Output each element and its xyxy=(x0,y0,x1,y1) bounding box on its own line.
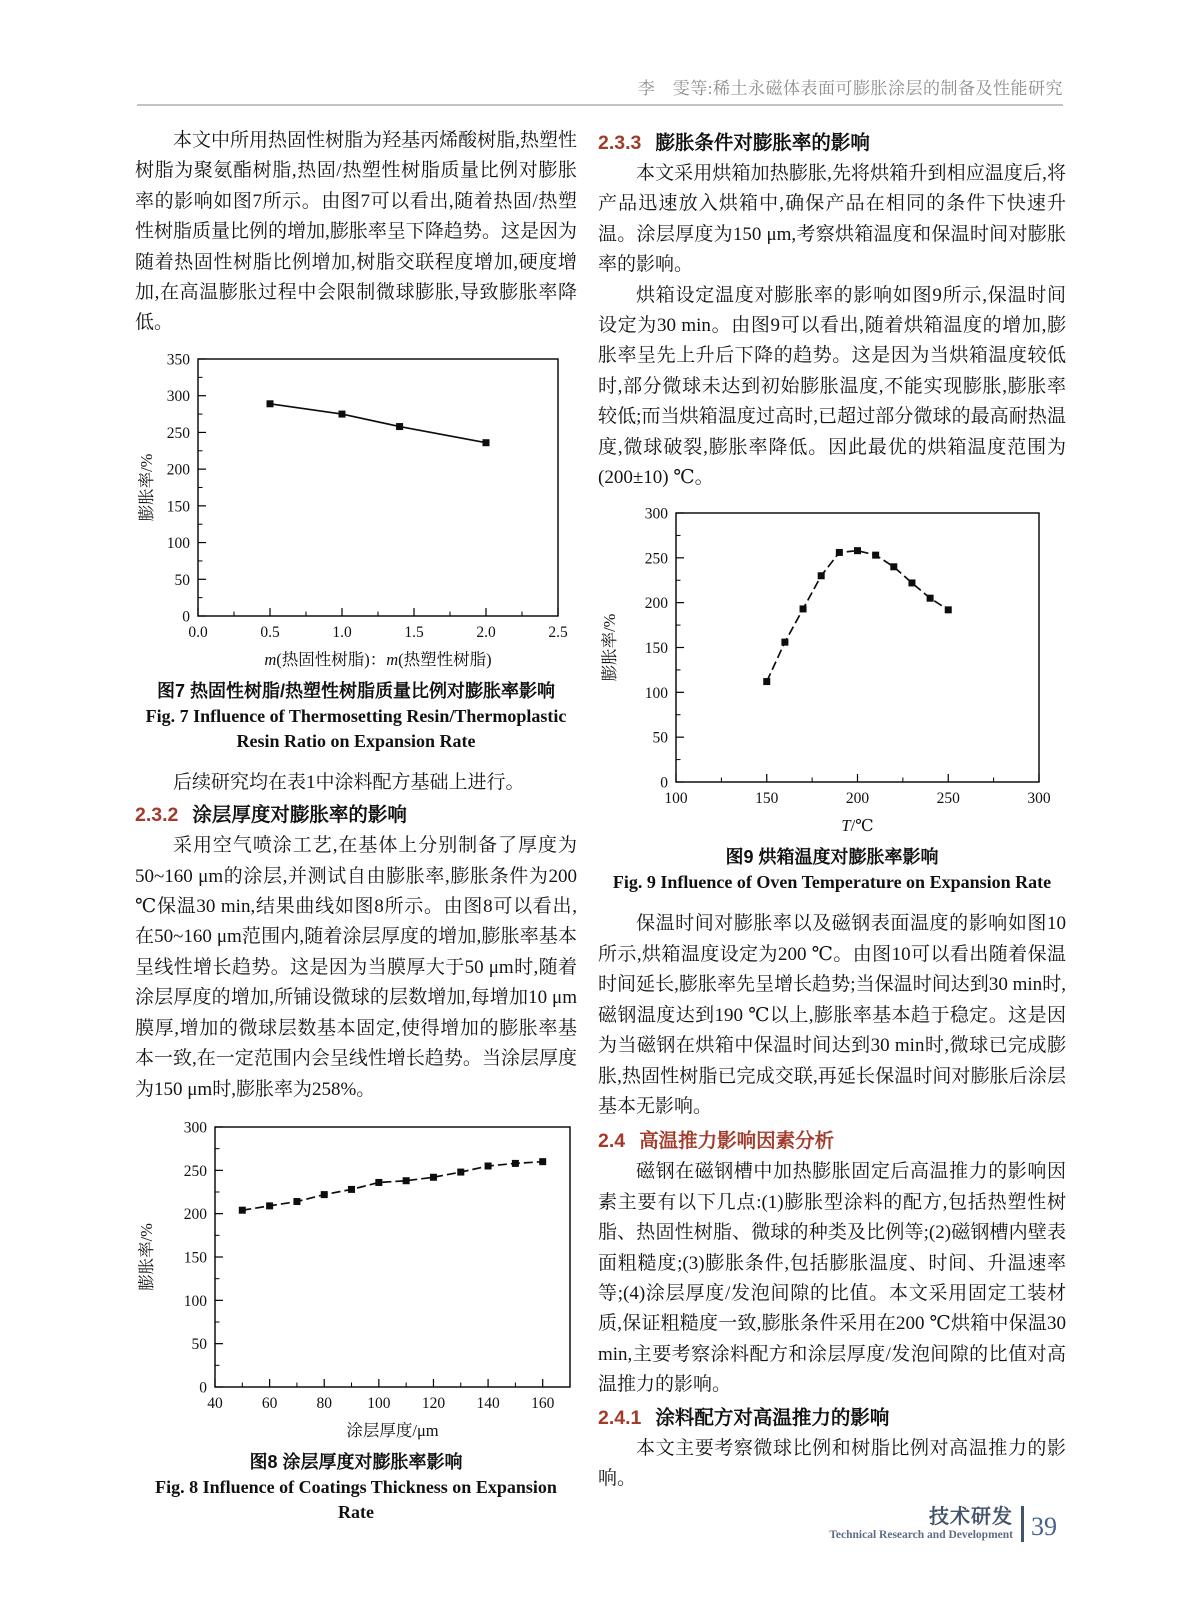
svg-text:150: 150 xyxy=(183,1249,207,1267)
svg-text:0: 0 xyxy=(182,608,190,626)
svg-text:250: 250 xyxy=(644,550,668,568)
paragraph-coating-thickness: 采用空气喷涂工艺,在基体上分别制备了厚度为50~160 μm的涂层,并测试自由膨胀率,膨胀条件为200 ℃保温30 min,结果曲线如图8所示。由图8可以看出,在50~160 μm范围内,随着涂层厚度的增加,膨胀率基本呈线性增长趋势。这是因为当膜厚大于50 μm时,随着涂层厚度的增加,所铺设微球的层数增加,每增加10 μm膜厚,增加的微球层数基本固定,使得增加的膨胀率基本一致,在一定范围内会呈线性增长趋势。当涂层厚度为150 μm时,膨胀率为258%。 xyxy=(135,835,577,1100)
svg-text:300: 300 xyxy=(183,1119,207,1137)
svg-text:150: 150 xyxy=(755,790,779,808)
svg-text:膨胀率/%: 膨胀率/% xyxy=(600,614,619,682)
svg-text:80: 80 xyxy=(316,1394,332,1412)
section-title: 膨胀条件对膨胀率的影响 xyxy=(655,133,870,154)
svg-text:0: 0 xyxy=(199,1379,207,1397)
svg-text:140: 140 xyxy=(476,1394,500,1412)
svg-text:膨胀率/%: 膨胀率/% xyxy=(137,1222,156,1291)
svg-text:150: 150 xyxy=(644,640,668,658)
paragraph-oven-temperature: 烘箱设定温度对膨胀率的影响如图9所示,保温时间设定为30 min。由图9可以看出,随着烘箱温度的增加,膨胀率呈先上升后下降的趋势。这是因为当烘箱温度较低时,部分微球未达到初始膨胀温度,不能实现膨胀,膨胀率较低;而当烘箱温度过高时,已超过部分微球的最高耐热温度,微球破裂,膨胀率降低。因此最优的烘箱温度范围为(200±10) ℃。 xyxy=(598,284,1066,489)
page-number: 39 xyxy=(1031,1512,1057,1541)
section-title: 涂层厚度对膨胀率的影响 xyxy=(192,805,407,827)
right-column xyxy=(598,126,1066,1494)
svg-text:60: 60 xyxy=(261,1394,278,1412)
paragraph-thrust-factors: 磁钢在磁钢槽中加热膨胀固定后高温推力的影响因素主要有以下几点:(1)膨胀型涂料的配方,包括热塑性树脂、热固性树脂、微球的种类及比例等;(2)磁钢槽内壁表面粗糙度;(3)膨胀条件,包括膨胀温度、时间、升温速率等;(4)涂层厚度/发泡间隙的比值。本文采用固定工装材质,保证粗糙度一致,膨胀条件采用在200 ℃烘箱中保温30 min,主要考察涂料配方和涂层厚度/发泡间隙的比值对高温推力的影响。 xyxy=(598,1161,1066,1396)
figure-7 xyxy=(135,347,577,754)
svg-text:150: 150 xyxy=(166,498,190,516)
fig7-caption-en-line2: Resin Ratio on Expansion Rate xyxy=(236,730,476,751)
svg-text:160: 160 xyxy=(531,1394,555,1412)
svg-text:200: 200 xyxy=(845,790,870,808)
section-number: 2.4.1 xyxy=(598,1406,642,1429)
svg-text:50: 50 xyxy=(191,1336,207,1354)
svg-text:T/℃: T/℃ xyxy=(841,816,874,836)
figure-9 xyxy=(598,501,1066,895)
svg-text:350: 350 xyxy=(166,351,190,369)
svg-text:300: 300 xyxy=(1027,790,1051,808)
section-number: 2.3.3 xyxy=(598,132,642,154)
svg-text:1.0: 1.0 xyxy=(332,623,352,641)
svg-text:200: 200 xyxy=(644,595,668,613)
svg-text:250: 250 xyxy=(183,1162,207,1180)
figure-8 xyxy=(135,1115,577,1525)
fig9-caption-cn: 图9 烘箱温度对膨胀率影响 xyxy=(725,847,939,868)
svg-text:1.5: 1.5 xyxy=(404,623,424,641)
svg-text:120: 120 xyxy=(421,1394,446,1412)
svg-text:100: 100 xyxy=(367,1394,391,1412)
svg-text:40: 40 xyxy=(207,1394,223,1412)
svg-text:膨胀率/%: 膨胀率/% xyxy=(137,453,156,522)
svg-text:2.5: 2.5 xyxy=(548,623,568,641)
svg-text:100: 100 xyxy=(644,685,668,703)
footer-section-en: Technical Research and Development xyxy=(829,1529,1013,1541)
footer-section-cn: 技术研发 xyxy=(929,1506,1013,1528)
page-footer xyxy=(829,1503,1057,1545)
svg-text:100: 100 xyxy=(183,1292,207,1310)
paragraph-formula-study: 本文主要考察微球比例和树脂比例对高温推力的影响。 xyxy=(598,1437,1066,1489)
section-heading-2-3-3 xyxy=(598,128,1066,159)
section-heading-2-4 xyxy=(598,1126,1066,1157)
svg-text:100: 100 xyxy=(664,790,688,808)
svg-text:50: 50 xyxy=(652,730,668,748)
fig7-line-chart xyxy=(135,347,577,674)
paragraph-followup: 后续研究均在表1中涂料配方基础上进行。 xyxy=(173,771,525,793)
left-column xyxy=(135,126,577,1525)
svg-text:300: 300 xyxy=(644,505,668,523)
fig7-caption-en-line1: Fig. 7 Influence of Thermosetting Resin/Thermoplastic xyxy=(145,705,567,726)
fig8-caption-en: Fig. 8 Influence of Coatings Thickness on Expansion Rate xyxy=(155,1476,557,1522)
section-heading-2-3-2 xyxy=(135,800,577,831)
fig9-caption-en: Fig. 9 Influence of Oven Temperature on Expansion Rate xyxy=(612,872,1052,893)
svg-text:0: 0 xyxy=(660,774,668,792)
running-head: 李 雯等:稀土永磁体表面可膨胀涂层的制备及性能研究 xyxy=(637,79,1063,98)
paragraph-oven-method: 本文采用烘箱加热膨胀,先将烘箱升到相应温度后,将产品迅速放入烘箱中,确保产品在相同的条件下快速升温。涂层厚度为150 μm,考察烘箱温度和保温时间对膨胀率的影响。 xyxy=(598,163,1066,276)
fig9-line-chart xyxy=(598,501,1066,840)
section-title: 高温推力影响因素分析 xyxy=(639,1130,835,1153)
svg-text:200: 200 xyxy=(183,1206,207,1224)
fig8-line-chart xyxy=(135,1115,577,1445)
paragraph-holding-time: 保温时间对膨胀率以及磁钢表面温度的影响如图10所示,烘箱温度设定为200 ℃。由图10可以看出随着保温时间延长,膨胀率先呈增长趋势;当保温时间达到30 min时,磁钢温度达到190 ℃以上,膨胀率基本趋于稳定。这是因为当磁钢在烘箱中保温时间达到30 min时,微球已完成膨胀,热固性树脂已完成交联,再延长保温时间对膨胀后涂层基本无影响。 xyxy=(598,913,1066,1117)
footer-section-labels xyxy=(829,1506,1013,1542)
footer-divider-bar xyxy=(1021,1506,1024,1542)
section-heading-2-4-1 xyxy=(598,1403,1066,1434)
paragraph-resin-ratio: 本文中所用热固性树脂为羟基丙烯酸树脂,热塑性树脂为聚氨酯树脂,热固/热塑性树脂质量比例对膨胀率的影响如图7所示。由图7可以看出,随着热固/热塑性树脂质量比例的增加,膨胀率呈下降趋势。这是因为随着热固性树脂比例增加,树脂交联程度增加,硬度增加,在高温膨胀过程中会限制微球膨胀,导致膨胀率降低。 xyxy=(135,130,577,334)
svg-text:200: 200 xyxy=(166,461,190,479)
svg-text:0.0: 0.0 xyxy=(188,623,208,641)
svg-text:m(热固性树脂)：m(热塑性树脂): m(热固性树脂)：m(热塑性树脂) xyxy=(264,649,492,669)
header-rule xyxy=(137,104,1063,106)
svg-text:涂层厚度/μm: 涂层厚度/μm xyxy=(346,1420,439,1440)
section-title: 涂料配方对高温推力的影响 xyxy=(655,1407,890,1429)
svg-text:300: 300 xyxy=(166,388,190,406)
section-number: 2.4 xyxy=(598,1130,626,1153)
svg-text:100: 100 xyxy=(166,534,190,552)
section-number: 2.3.2 xyxy=(135,804,179,827)
fig7-caption-cn: 图7 热固性树脂/热塑性树脂质量比例对膨胀率影响 xyxy=(156,680,555,701)
svg-text:250: 250 xyxy=(166,424,190,442)
svg-text:250: 250 xyxy=(936,790,960,808)
svg-text:2.0: 2.0 xyxy=(476,623,496,641)
fig8-caption-cn: 图8 涂层厚度对膨胀率影响 xyxy=(249,1451,463,1472)
svg-text:50: 50 xyxy=(174,571,190,589)
svg-text:0.5: 0.5 xyxy=(260,623,280,641)
